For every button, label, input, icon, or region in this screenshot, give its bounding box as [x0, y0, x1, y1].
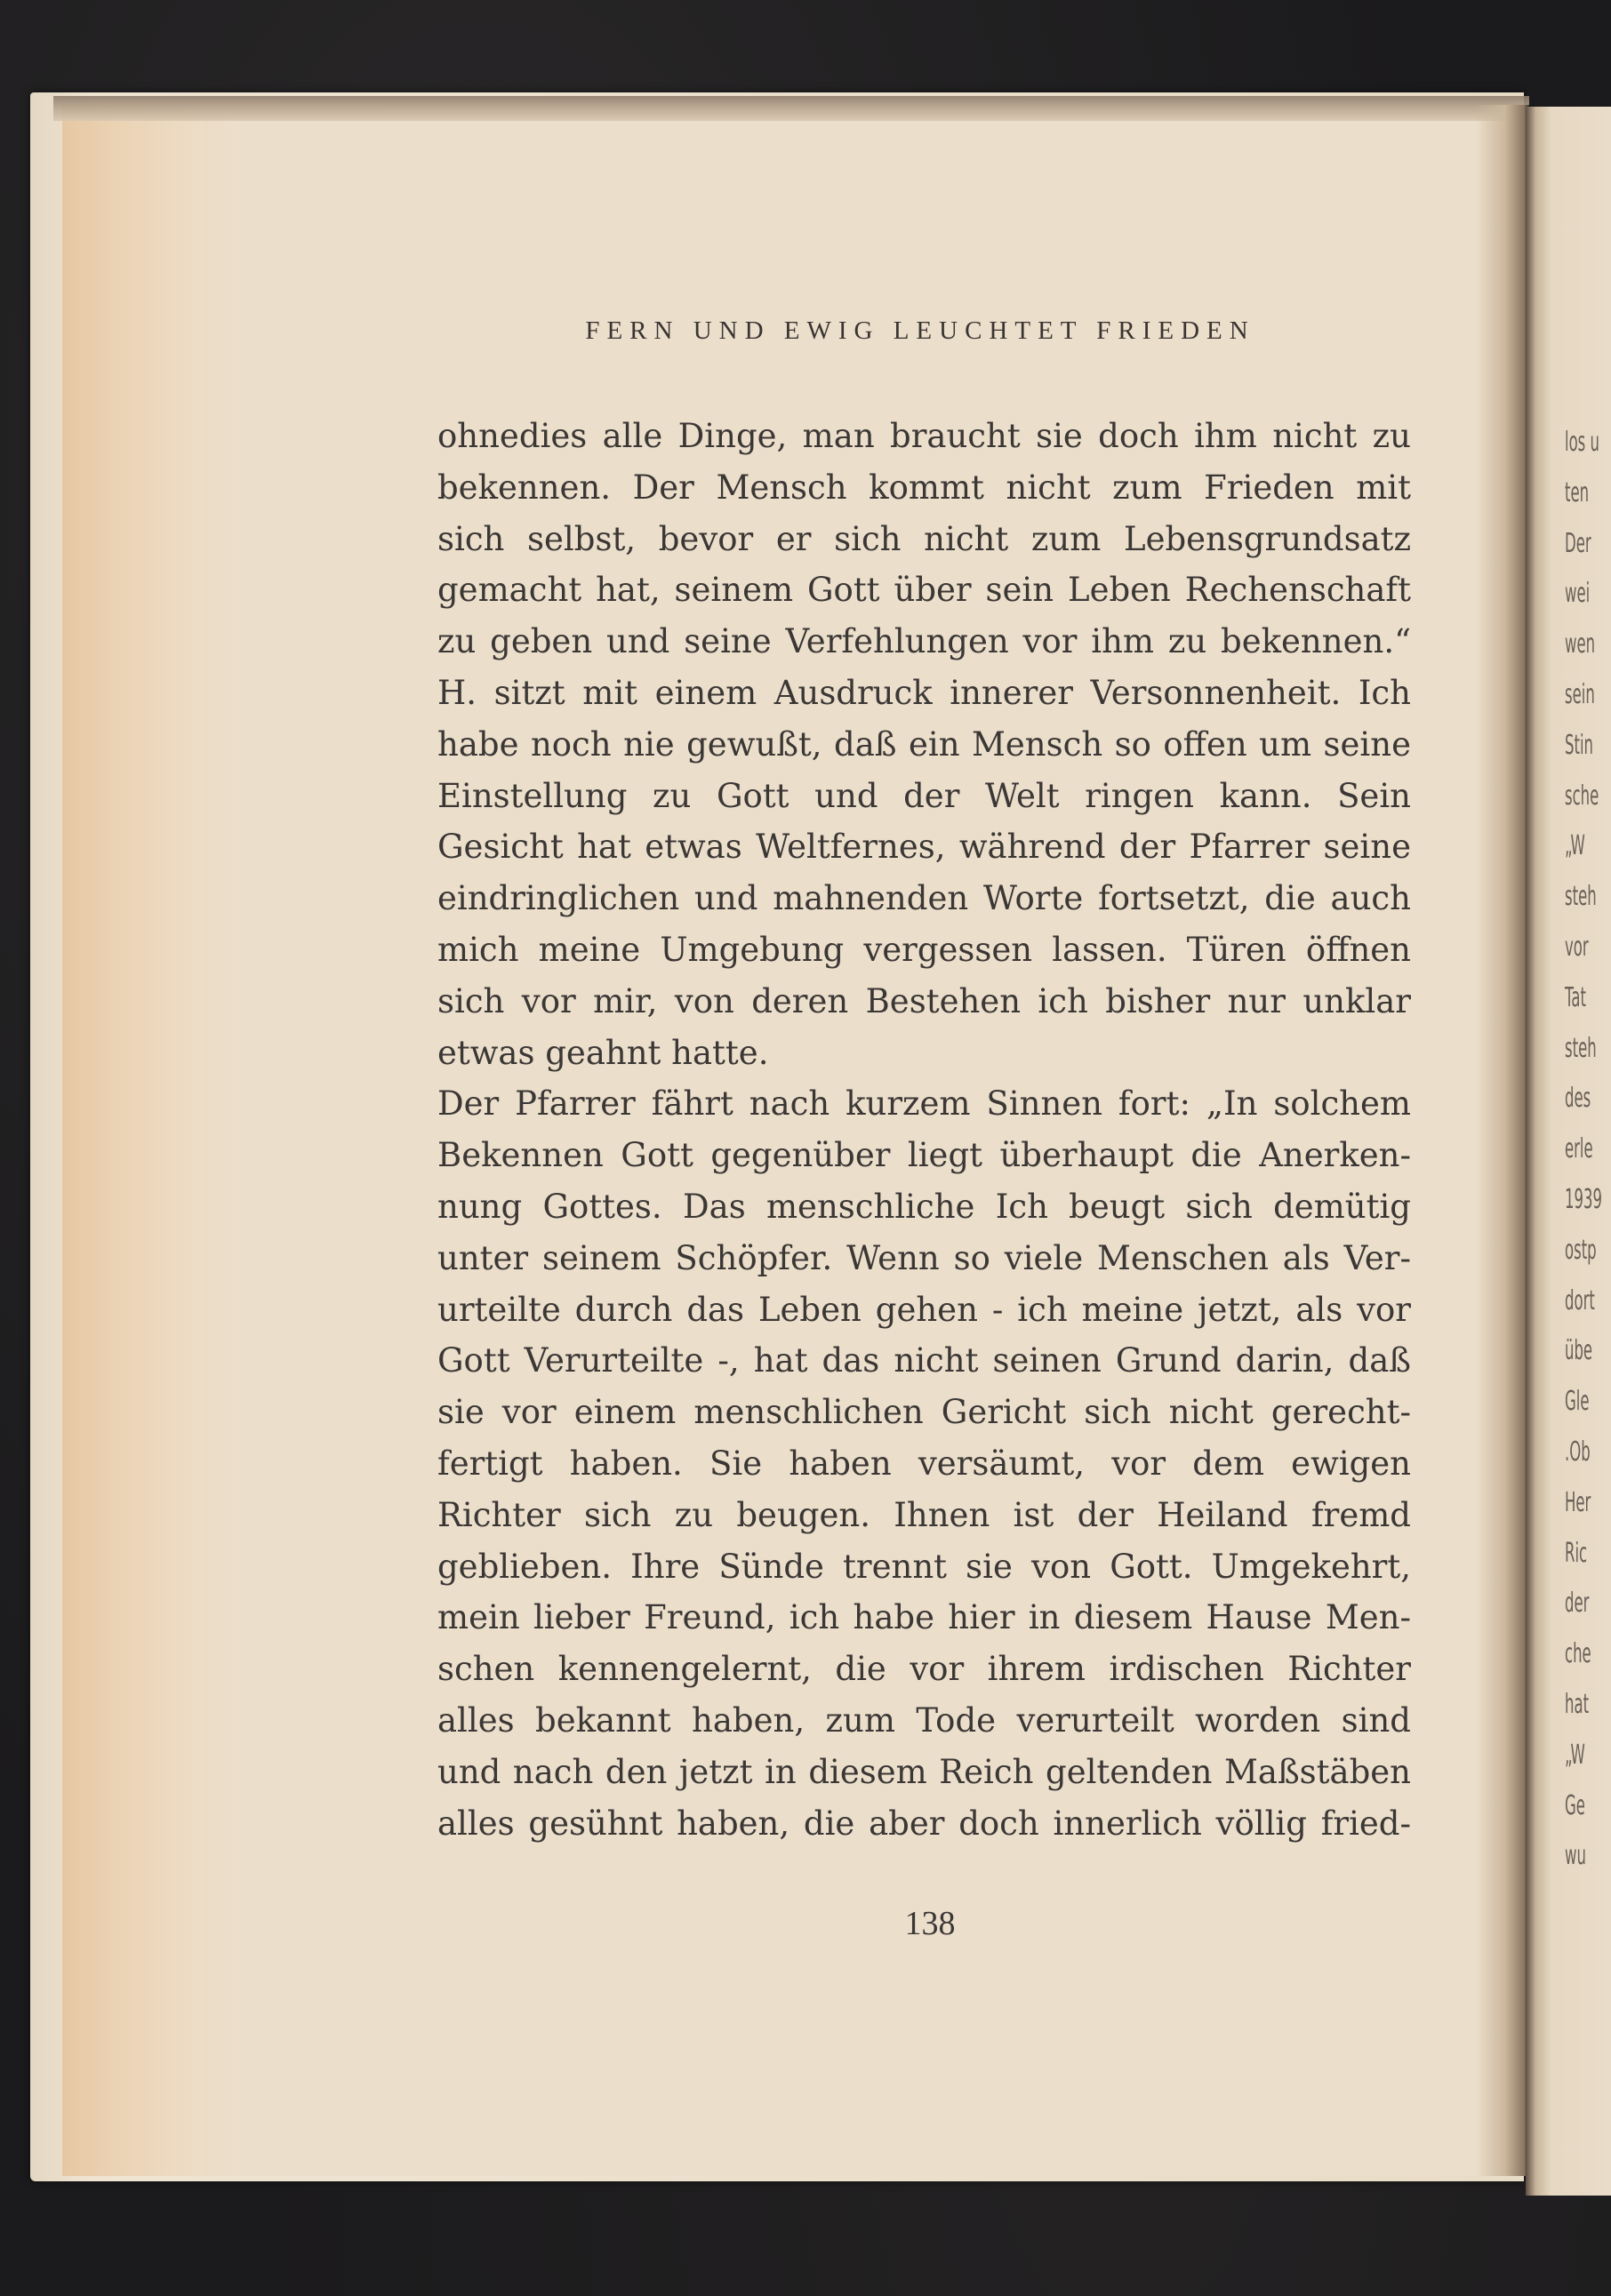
- facing-page-fragment: che: [1565, 1638, 1591, 1670]
- facing-page-fragment: sche: [1565, 780, 1599, 812]
- text-line: fertigt haben. Sie haben versäumt, vor dem ewigen: [437, 1444, 1411, 1483]
- text-line: und nach den jetzt in diesem Reich geltenden Maßstäben: [437, 1752, 1411, 1791]
- page-edge-tint: [62, 105, 240, 2176]
- facing-page-text: [1565, 418, 1602, 1882]
- text-line: nung Gottes. Das menschliche Ich beugt sich demütig: [437, 1187, 1411, 1226]
- text-line: eindringlichen und mahnenden Worte fortsetzt, die auch: [437, 879, 1411, 918]
- text-line: urteilte durch das Leben gehen - ich meine jetzt, als vor: [437, 1290, 1411, 1329]
- facing-page-fragment: wen: [1565, 628, 1596, 660]
- facing-page-fragment: des: [1565, 1083, 1591, 1115]
- facing-page-fragment: Ge: [1565, 1789, 1585, 1821]
- facing-page-fragment: ten: [1565, 476, 1590, 508]
- facing-page-fragment: Der: [1565, 527, 1591, 559]
- text-line: mich meine Umgebung vergessen lassen. Türen öffnen: [437, 930, 1411, 969]
- text-line: Richter sich zu beugen. Ihnen ist der Heiland fremd: [437, 1495, 1411, 1534]
- text-line: sich selbst, bevor er sich nicht zum Lebensgrundsatz: [437, 519, 1411, 558]
- body-text: [437, 411, 1411, 1849]
- text-line: Gott Verurteilte -, hat das nicht seinen Grund darin, daß: [437, 1341, 1411, 1380]
- facing-page-fragment: „W: [1565, 830, 1585, 862]
- text-line: habe noch nie gewußt, daß ein Mensch so offen um seine: [437, 724, 1411, 764]
- facing-page-fragment: „W: [1565, 1739, 1585, 1771]
- facing-page-fragment: wei: [1565, 578, 1591, 610]
- text-line: Bekennen Gott gegenüber liegt überhaupt die Anerken-: [437, 1136, 1411, 1175]
- facing-page-fragment: los u: [1565, 427, 1599, 458]
- text-line: mein lieber Freund, ich habe hier in diesem Hause Men-: [437, 1598, 1411, 1637]
- text-line: sie vor einem menschlichen Gericht sich nicht gerecht-: [437, 1393, 1411, 1432]
- facing-page-fragment: Her: [1565, 1486, 1591, 1518]
- text-line: etwas geahnt hatte.: [437, 1033, 769, 1072]
- page-top-edge: [53, 96, 1529, 121]
- text-line: Der Pfarrer fährt nach kurzem Sinnen fort: „In solchem: [437, 1084, 1411, 1124]
- facing-page-fragment: wu: [1565, 1840, 1586, 1872]
- facing-page-fragment: steh: [1565, 1032, 1597, 1064]
- spine-shadow: [1476, 105, 1529, 2176]
- text-line: geblieben. Ihre Sünde trennt sie von Gott. Umgekehrt,: [437, 1547, 1411, 1586]
- text-line: gemacht hat, seinem Gott über sein Leben Rechenschaft: [437, 571, 1411, 610]
- facing-page-fragment: dort: [1565, 1284, 1595, 1316]
- text-line: H. sitzt mit einem Ausdruck innerer Versonnenheit. Ich: [437, 673, 1411, 712]
- text-line: unter seinem Schöpfer. Wenn so viele Menschen als Ver-: [437, 1238, 1411, 1277]
- text-line: Gesicht hat etwas Weltfernes, während der Pfarrer seine: [437, 828, 1411, 867]
- facing-page-fragment: ostp: [1565, 1234, 1597, 1266]
- facing-page-fragment: Ric: [1565, 1537, 1588, 1569]
- facing-page-fragment: erle: [1565, 1133, 1593, 1165]
- facing-page-fragment: Stin: [1565, 729, 1593, 761]
- facing-page-fragment: Tat: [1565, 981, 1586, 1013]
- text-line: alles gesühnt haben, die aber doch innerlich völlig fried-: [437, 1804, 1411, 1843]
- running-head: FERN UND EWIG LEUCHTET FRIEDEN: [585, 316, 1255, 345]
- facing-page-fragment: übe: [1565, 1335, 1593, 1367]
- facing-page-fragment: hat: [1565, 1688, 1590, 1720]
- facing-page-fragment: sein: [1565, 678, 1595, 710]
- page-number: 138: [904, 1905, 956, 1942]
- facing-page-fragment: 1939: [1565, 1183, 1602, 1215]
- text-line: bekennen. Der Mensch kommt nicht zum Frieden mit: [437, 468, 1411, 507]
- facing-page-fragment: steh: [1565, 881, 1597, 913]
- text-line: sich vor mir, von deren Bestehen ich bisher nur unklar: [437, 981, 1411, 1020]
- text-line: Einstellung zu Gott und der Welt ringen kann. Sein: [437, 776, 1411, 815]
- text-line: alles bekannt haben, zum Tode verurteilt worden sind: [437, 1700, 1411, 1740]
- facing-page-fragment: .Ob: [1565, 1436, 1591, 1468]
- facing-page-fragment: vor: [1565, 931, 1589, 963]
- text-line: zu geben und seine Verfehlungen vor ihm zu bekennen.“: [437, 622, 1411, 661]
- facing-page-fragment: Gle: [1565, 1386, 1590, 1418]
- text-line: ohnedies alle Dinge, man braucht sie doch ihm nicht zu: [437, 417, 1411, 455]
- text-line: schen kennengelernt, die vor ihrem irdischen Richter: [437, 1650, 1411, 1689]
- facing-page-fragment: der: [1565, 1588, 1590, 1620]
